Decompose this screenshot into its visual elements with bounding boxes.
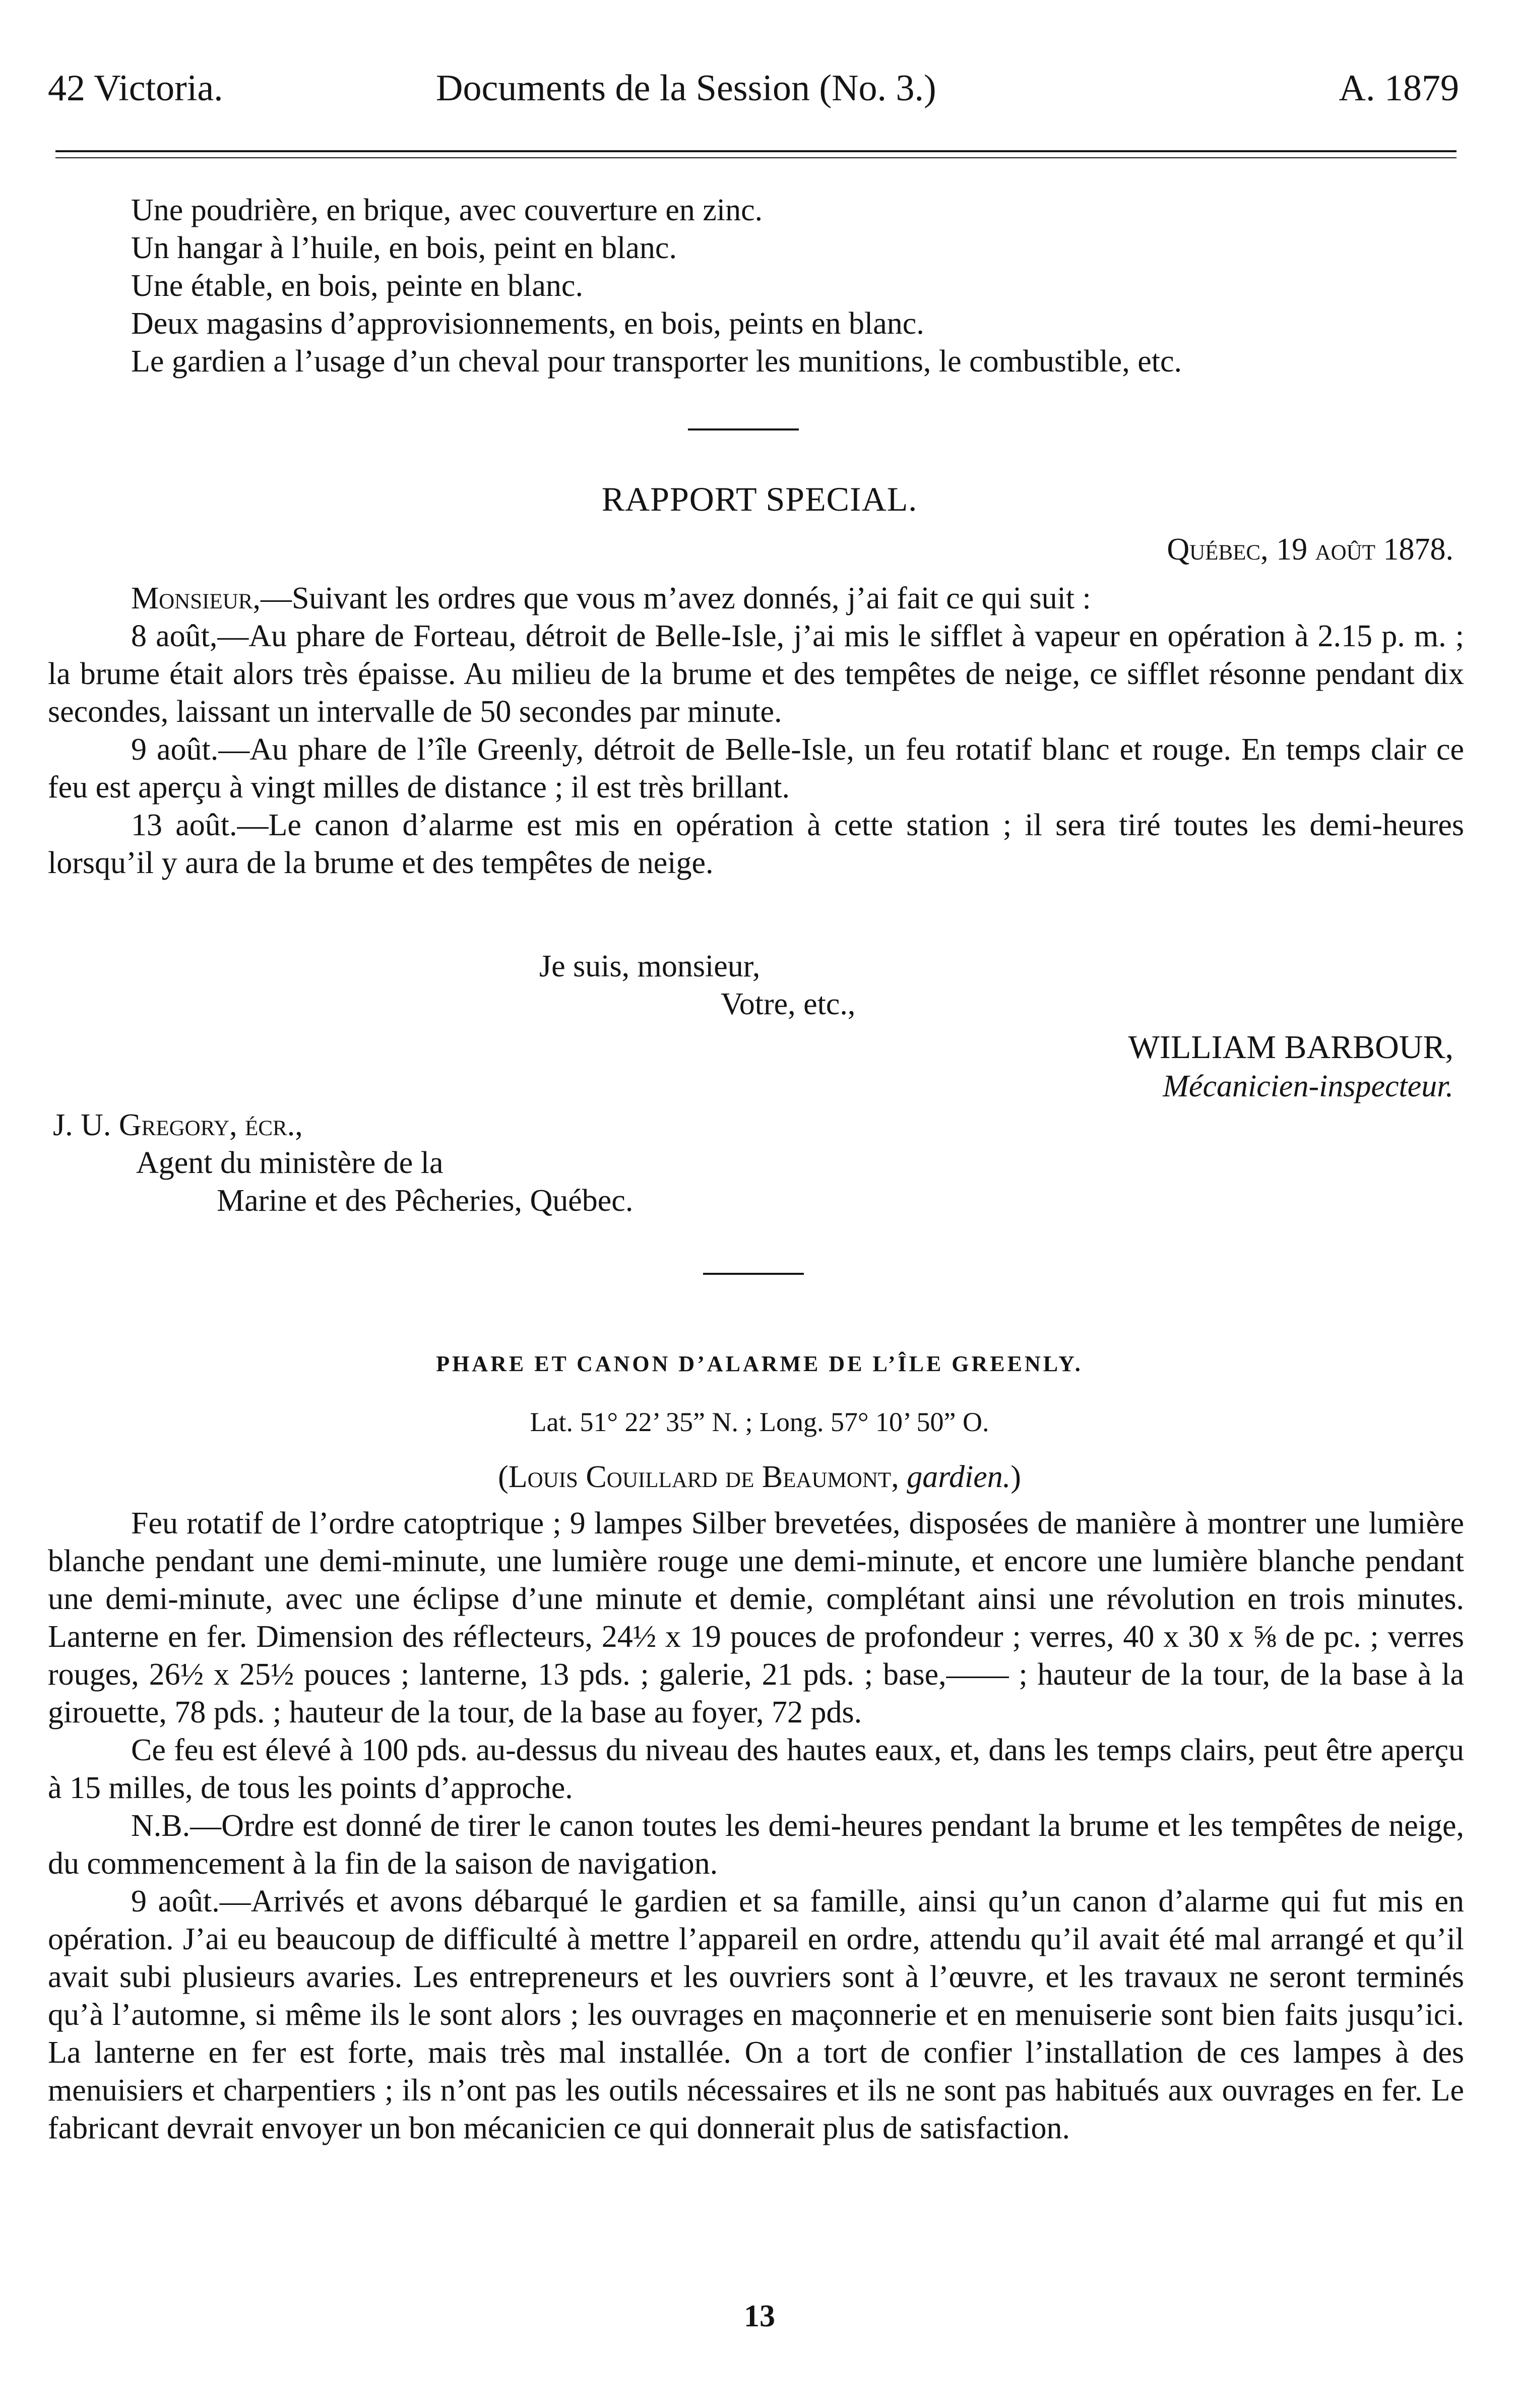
station-paragraph: 9 août.—Arrivés et avons débarqué le gardien et sa famille, ainsi qu’un canon d’alarme qui fut mis en opération. J’ai eu beaucoup de difficulté à mettre l’appareil en ordre, attendu qu’il avait été mal arrangé et qu’il avait subi plusieurs avaries. Les entrepreneurs et les ouvriers sont à l’œuvre, et les travaux ne seront terminés qu’à l’automne, si même ils le sont alors ; les ouvrages en maçonnerie et en menuiserie sont bien faits jusqu’ici. La lanterne en fer est forte, mais très mal installée. On a tort de confier l’installation de ces lampes à des menuisiers et charpentiers ; ils n’ont pas les outils nécessaires et ils ne sont pas habitués aux ouvrages en fer. Le fabricant devrait envoyer un bon mécanicien ce qui donnerait plus de satisfaction. [48, 1884, 1464, 2145]
report-body [48, 580, 1464, 882]
keeper-name: Louis Couillard de Beaumont [508, 1460, 892, 1494]
station-heading: PHARE ET CANON D’ALARME DE L’ÎLE GREENLY. [436, 1351, 1083, 1376]
station-body [48, 1505, 1464, 2147]
inventory-list [48, 192, 1464, 381]
station-paragraph: N.B.—Ordre est donné de tirer le canon toutes les demi-heures pendant la brume et les tempêtes de neige, du commencement à la fin de la saison de navigation. [48, 1809, 1464, 1881]
station-keeper [0, 1459, 1519, 1495]
inventory-note: Le gardien a l’usage d’un cheval pour transporter les munitions, le combustible, etc. [131, 344, 1182, 379]
signature: WILLIAM BARBOUR, [1128, 1029, 1453, 1066]
section-divider [688, 428, 799, 430]
addressee-name: J. U. Gregory, écr., [53, 1108, 303, 1142]
station-paragraph: Ce feu est élevé à 100 pds. au-dessus du niveau des hautes eaux, et, dans les temps clairs, peut être aperçu à 15 milles, de tous les points d’approche. [48, 1733, 1464, 1805]
report-intro [48, 580, 1464, 618]
inventory-item: Un hangar à l’huile, en bois, peint en blanc. [131, 231, 677, 265]
inventory-item: Une poudrière, en brique, avec couverture en zinc. [131, 193, 763, 227]
report-title: RAPPORT SPECIAL. [601, 480, 918, 518]
report-paragraph: 9 août.—Au phare de l’île Greenly, détroit de Belle-Isle, un feu rotatif blanc et rouge. En temps clair ce feu est aperçu à vingt milles de distance ; il est très brillant. [48, 732, 1464, 805]
header-rule-thin [55, 157, 1457, 158]
running-header [48, 66, 1459, 111]
report-paragraph: 8 août,—Au phare de Forteau, détroit de Belle-Isle, j’ai mis le sifflet à vapeur en opération à 2.15 p. m. ; la brume était alors très épaisse. Au milieu de la brume et des tempêtes de neige, ce sifflet résonne pendant dix secondes, laissant un intervalle de 50 secondes par minute. [48, 619, 1464, 729]
closing-line: Votre, etc., [721, 987, 856, 1021]
closing-line: Je suis, monsieur, [539, 949, 761, 983]
section-divider [703, 1273, 804, 1275]
keeper-sep: , [891, 1460, 907, 1494]
addressee-line: Agent du ministère de la [136, 1146, 444, 1180]
header-rule [55, 150, 1457, 152]
inventory-item: Une étable, en bois, peinte en blanc. [131, 269, 583, 303]
keeper-role: gardien. [907, 1460, 1011, 1494]
report-paragraph: 13 août.—Le canon d’alarme est mis en opération à cette station ; il sera tiré toutes les demi-heures lorsqu’il y aura de la brume et des tempêtes de neige. [48, 808, 1464, 880]
inventory-item: Deux magasins d’approvisionnements, en bois, peints en blanc. [131, 306, 924, 341]
station-coordinates: Lat. 51° 22’ 35” N. ; Long. 57° 10’ 50” O. [530, 1407, 989, 1437]
page-number: 13 [744, 2299, 775, 2333]
header-left: 42 Victoria. [48, 68, 223, 109]
header-center: Documents de la Session (No. 3.) [436, 68, 936, 109]
salutation: Monsieur, [131, 581, 261, 615]
header-right: A. 1879 [1339, 68, 1459, 109]
addressee-line: Marine et des Pêcheries, Québec. [217, 1184, 634, 1218]
report-date: Québec, 19 août 1878. [1167, 532, 1453, 567]
station-paragraph: Feu rotatif de l’ordre catoptrique ; 9 lampes Silber brevetées, disposées de manière à montrer une lumière blanche pendant une demi-minute, une lumière rouge une demi-minute, et encore une lumière blanche pendant une demi-minute, avec une éclipse d’une minute et demie, complétant ainsi une révolution en trois minutes. Lanterne en fer. Dimension des réflecteurs, 24½ x 19 pouces de profondeur ; verres, 40 x 30 x ⅝ de pc. ; verres rouges, 26½ x 25½ pouces ; lanterne, 13 pds. ; galerie, 21 pds. ; base,—— ; hauteur de la tour, de la base à la girouette, 78 pds. ; hauteur de la tour, de la base au foyer, 72 pds. [48, 1506, 1464, 1730]
intro-text: —Suivant les ordres que vous m’avez donnés, j’ai fait ce qui suit : [260, 581, 1091, 615]
keeper-close: ) [1010, 1460, 1021, 1494]
keeper-open: ( [498, 1460, 509, 1494]
signature-role: Mécanicien-inspecteur. [1163, 1069, 1453, 1103]
